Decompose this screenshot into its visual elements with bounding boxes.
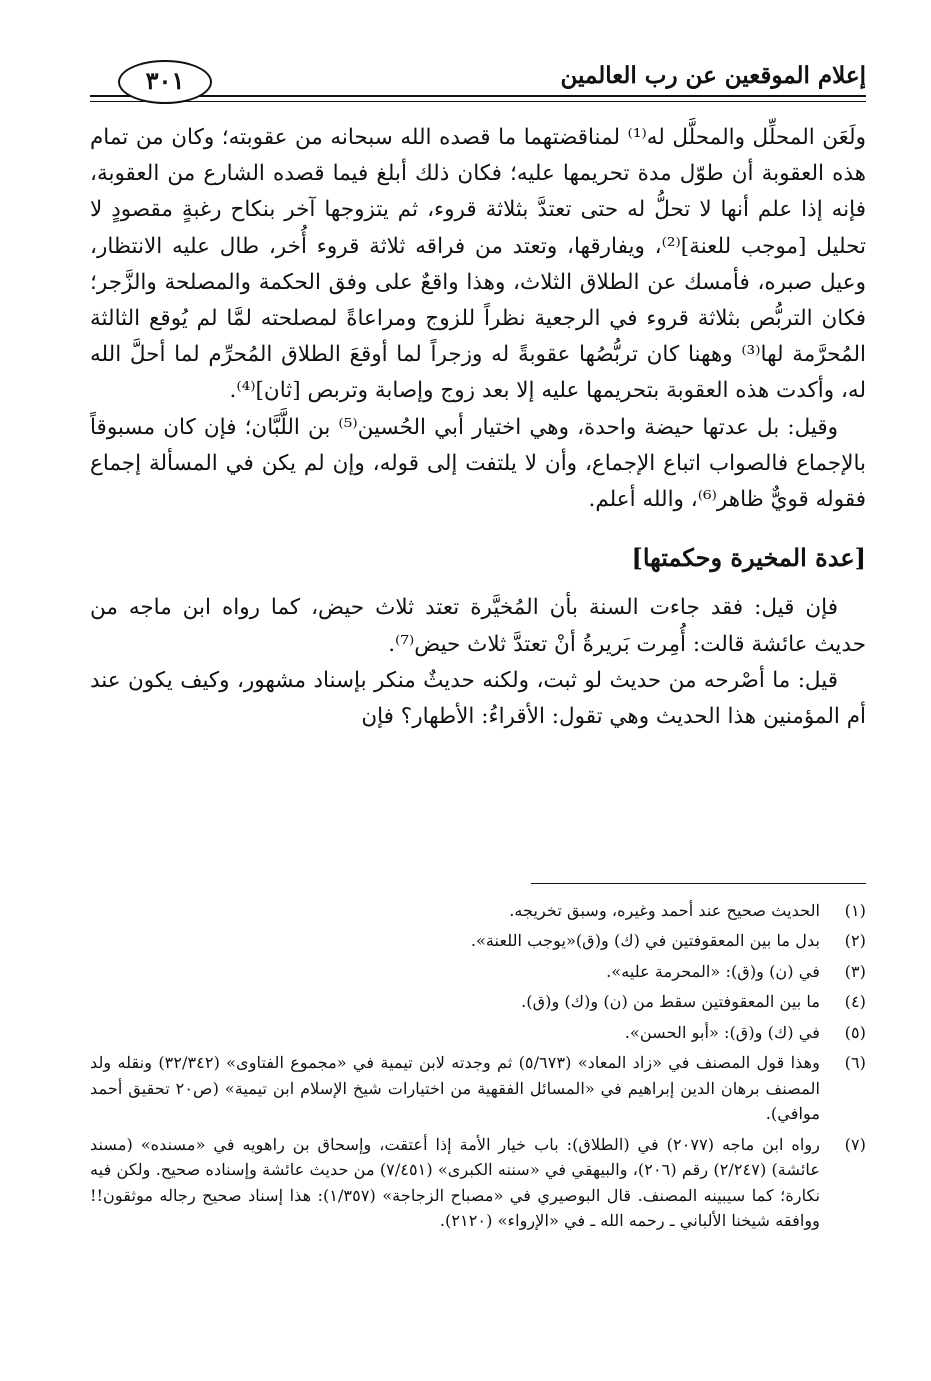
page-number: ٣٠١ <box>118 60 212 104</box>
footnote-item <box>90 1132 866 1234</box>
footnote-item <box>90 1020 866 1046</box>
footnote-number: (٢) <box>844 931 866 951</box>
footnote-number: (٥) <box>844 1022 866 1042</box>
footnotes-list <box>90 898 866 1239</box>
footnote-number: (٣) <box>844 961 866 981</box>
footnote-number: (٧) <box>844 1134 866 1154</box>
footnote-text: رواه ابن ماجه (٢٠٧٧) في (الطلاق): باب خيار الأمة إذا أعتقت، وإسحاق بن راهويه في «مسنده» (مسند عائشة) (٢/٢٤٧) رقم (٢٠٦)، والبيهقي في «سننه الكبرى» (٧/٤٥١) من حديث عائشة وإسناده صحيح. ولكن فيه نكارة؛ كما سيبينه المصنف. قال البوصيري في «مصباح الزجاجة» (١/٣٥٧): هذا إسناد صحيح رجاله موثقون!! ووافقه شيخنا الألباني ـ رحمه الله ـ في «الإرواء» (٢١٢٠). <box>90 1134 821 1231</box>
running-title: إعلام الموقعين عن رب العالمين <box>560 62 866 89</box>
paragraph: فإن قيل: فقد جاءت السنة بأن المُخيَّرة تعتد ثلاث حيض، كما رواه ابن ماجه من حديث عائشة قالت: أُمِرت بَريرةُ أنْ تعتدَّ ثلاث حيض⁽⁷⁾. <box>90 595 866 657</box>
footnote-text: بدل ما بين المعقوفتين في (ك) و(ق)«يوجب اللعنة». <box>470 931 820 951</box>
footnote-text: في (ك) و(ق): «أبو الحسن». <box>624 1022 820 1042</box>
footnote-separator <box>531 883 866 884</box>
footnote-number: (١) <box>844 901 866 920</box>
footnote-text: الحديث صحيح عند أحمد وغيره، وسبق تخريجه. <box>509 901 820 920</box>
footnote-text: ما بين المعقوفتين سقط من (ن) و(ك) و(ق). <box>521 992 820 1012</box>
header-rule-thin <box>90 101 866 102</box>
paragraph: وقيل: بل عدتها حيضة واحدة، وهي اختيار أبي الحُسين⁽⁵⁾ بن اللَّبَّان؛ فإن كان مسبوقاً بالإجماع فالصواب اتباع الإجماع، وأن لا يلتفت إلى قوله، وإن لم يكن في المسألة إجماع فقوله قويٌّ ظاهر⁽⁶⁾، والله أعلم. <box>90 414 866 513</box>
book-page <box>90 40 866 1360</box>
footnote-text: في (ن) و(ق): «المحرمة عليه». <box>606 961 820 981</box>
footnote-item <box>90 928 866 954</box>
footnote-text: وهذا قول المصنف في «زاد المعاد» (٥/٦٧٣) ثم وجدته لابن تيمية في «مجموع الفتاوى» (٣٢/٣٤٢) ونقله ولد المصنف برهان الدين إبراهيم في «المسائل الفقهية من اختيارات شيخ الإسلام ابن تيمية» (ص٢٠ تحقيق أحمد موافي). <box>90 1052 820 1124</box>
footnote-item <box>90 989 866 1015</box>
footnote-item <box>90 959 866 985</box>
paragraph: ولَعَن المحلِّل والمحلَّل له⁽¹⁾ لمناقضتهما ما قصده الله سبحانه من عقوبته؛ وكان من تمام هذه العقوبة أن طوّل مدة تحريمها عليه؛ فكان ذلك أبلغ فيما قصده الشارع من العقوبة، فإنه إذا علم أنها لا تحلُّ له حتى تعتدَّ بثلاثة قروء، ثم يتزوجها آخر بنكاح رغبةٍ مقصودٍ لا تحليل [موجب للعنة]⁽²⁾، ويفارقها، وتعتد من فراقه ثلاثة قروء أُخر، طال عليه الانتظار، وعيل صبره، فأمسك عن الطلاق الثلاث، وهذا واقعٌ على وفق الحكمة والمصلحة والزَّجر؛ فكان التربُّص بثلاثة قروء في الرجعية نظراً للزوج ومراعاةً لمصلحته لمَّا لم يُوقع الثالثة المُحرَّمة لها⁽³⁾ وههنا كان تربُّصُها عقوبةً له وزجراً لما أوقعَ الطلاق المُحرِّم لما أحلَّ الله له، وأكدت هذه العقوبة بتحريمها عليه إلا بعد زوج وإصابة وتربص [ثان]⁽⁴⁾. <box>90 125 866 404</box>
footnote-item <box>90 1050 866 1127</box>
paragraph: قيل: ما أصْرحه من حديث لو ثبت، ولكنه حديثٌ منكر بإسناد مشهور، وكيف يكون عند أم المؤمنين هذا الحديث وهي تقول: الأقراءُ: الأطهار؟ فإن <box>90 667 866 730</box>
main-text <box>90 120 866 735</box>
footnote-number: (٤) <box>844 992 866 1012</box>
header-rule <box>90 95 866 97</box>
section-heading: [عدة المخيرة وحكمتها] <box>631 543 866 573</box>
footnote-number: (٦) <box>844 1052 866 1072</box>
footnote-item <box>90 898 866 924</box>
